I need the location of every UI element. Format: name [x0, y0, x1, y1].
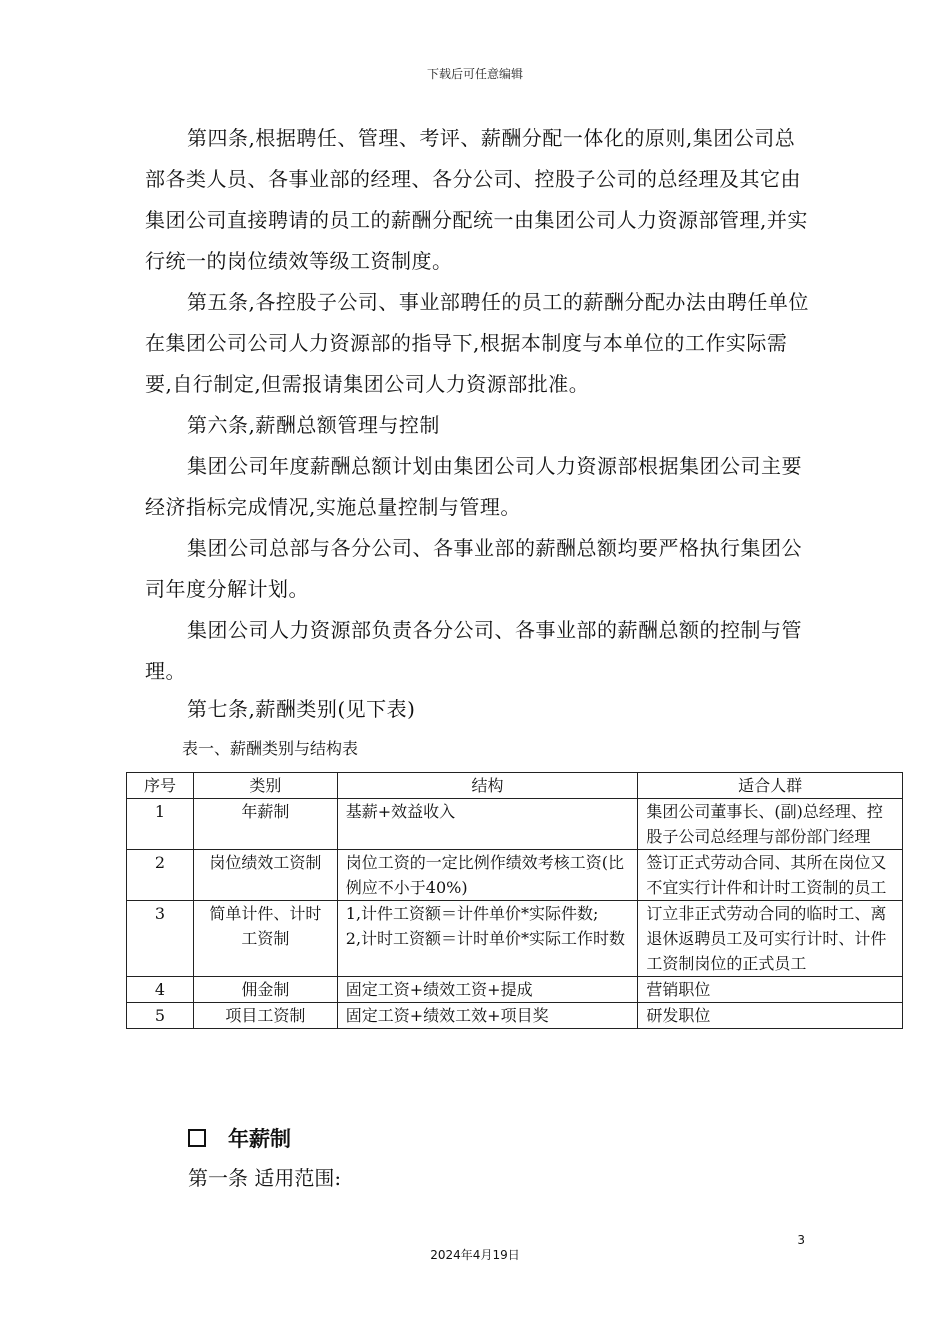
cell-index: 2 — [127, 850, 194, 901]
cell-index: 4 — [127, 977, 194, 1003]
cell-type: 岗位绩效工资制 — [193, 850, 337, 901]
table-row — [127, 799, 903, 850]
cell-target: 集团公司董事长、(副)总经理、控股子公司总经理与部份部门经理 — [638, 799, 903, 850]
cell-target: 签订正式劳动合同、其所在岗位又不宜实行计件和计时工资制的员工 — [638, 850, 903, 901]
cell-structure: 基薪+效益收入 — [337, 799, 638, 850]
header-target: 适合人群 — [638, 773, 903, 799]
article-6-para-1: 集团公司年度薪酬总额计划由集团公司人力资源部根据集团公司主要经济指标完成情况,实施总量控制与管理。 — [145, 454, 802, 519]
cell-type: 年薪制 — [193, 799, 337, 850]
checkbox-square-icon — [188, 1129, 206, 1147]
article-5: 第五条,各控股子公司、事业部聘任的员工的薪酬分配办法由聘任单位在集团公司公司人力资源部的指导下,根据本制度与本单位的工作实际需要,自行制定,但需报请集团公司人力资源部批准。 — [145, 290, 809, 396]
table-row — [127, 901, 903, 977]
table-caption: 表一、薪酬类别与结构表 — [182, 739, 359, 758]
cell-index: 1 — [127, 799, 194, 850]
article-6-title: 第六条,薪酬总额管理与控制 — [187, 413, 440, 437]
cell-target: 研发职位 — [638, 1003, 903, 1029]
cell-structure: 1,计件工资额＝计件单价*实际件数; 2,计时工资额＝计时单价*实际工作时数 — [337, 901, 638, 977]
salary-type-table — [126, 772, 903, 1029]
cell-index: 5 — [127, 1003, 194, 1029]
section-title: 年薪制 — [228, 1127, 291, 1151]
header-structure: 结构 — [337, 773, 638, 799]
cell-structure: 固定工资+绩效工效+项目奖 — [337, 1003, 638, 1029]
page-header: 下载后可任意编辑 — [426, 67, 523, 81]
table-row — [127, 1003, 903, 1029]
cell-target: 订立非正式劳动合同的临时工、离退休返聘员工及可实行计时、计件工资制岗位的正式员工 — [638, 901, 903, 977]
section-heading — [188, 1123, 291, 1153]
cell-structure: 岗位工资的一定比例作绩效考核工资(比例应不小于40%) — [337, 850, 638, 901]
article-6-para-2: 集团公司总部与各分公司、各事业部的薪酬总额均要严格执行集团公司年度分解计划。 — [145, 536, 802, 601]
page-number: 3 — [797, 1233, 805, 1247]
cell-structure: 固定工资+绩效工资+提成 — [337, 977, 638, 1003]
page-footer-date: 2024年4月19日 — [430, 1248, 520, 1262]
article-7: 第七条,薪酬类别(见下表) — [187, 697, 416, 721]
article-1: 第一条 适用范围: — [188, 1166, 342, 1190]
cell-type: 项目工资制 — [193, 1003, 337, 1029]
table-header-row — [127, 773, 903, 799]
cell-target: 营销职位 — [638, 977, 903, 1003]
cell-type: 简单计件、计时工资制 — [193, 901, 337, 977]
cell-type: 佣金制 — [193, 977, 337, 1003]
cell-index: 3 — [127, 901, 194, 977]
header-index: 序号 — [127, 773, 194, 799]
article-6-para-3: 集团公司人力资源部负责各分公司、各事业部的薪酬总额的控制与管理。 — [145, 618, 802, 683]
table-row — [127, 977, 903, 1003]
article-4: 第四条,根据聘任、管理、考评、薪酬分配一体化的原则,集团公司总部各类人员、各事业部的经理、各分公司、控股子公司的总经理及其它由集团公司直接聘请的员工的薪酬分配统一由集团公司人力资源部管理,并实行统一的岗位绩效等级工资制度。 — [145, 126, 808, 273]
header-type: 类别 — [193, 773, 337, 799]
table-row — [127, 850, 903, 901]
